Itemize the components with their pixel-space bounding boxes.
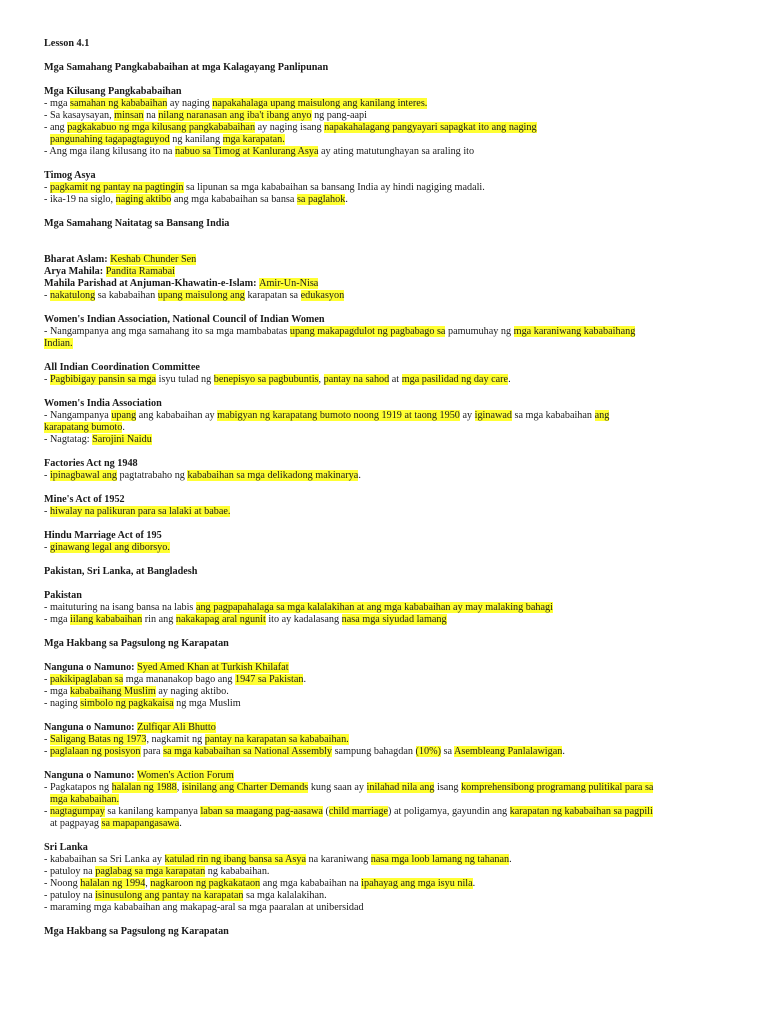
plain-text: . [122, 422, 125, 433]
text-block [44, 218, 738, 230]
highlighted-text: inilahad nila ang [366, 782, 435, 793]
section-heading [44, 398, 738, 410]
highlighted-text: nagkaroon ng pagkakataon [150, 878, 261, 889]
text-line [44, 254, 738, 266]
highlighted-text: ipinagbawal ang [49, 470, 117, 481]
plain-text: - ang [44, 122, 68, 133]
text-line [44, 470, 738, 482]
plain-text: . [472, 878, 476, 889]
plain-text: All Indian Coordination Committee [44, 362, 200, 373]
text-line [44, 734, 738, 746]
highlighted-text: nakakapag aral ngunit [175, 614, 266, 625]
highlighted-text: Amir-Un-Nisa [259, 278, 319, 289]
highlighted-text: halalan ng 1988 [111, 782, 177, 793]
highlighted-text: benepisyo sa pagbubuntis [213, 374, 319, 385]
plain-text: - maraming mga kababaihan ang makapag-aral sa mga paaralan at unibersidad [44, 902, 364, 913]
plain-text: ang mga kababaihan na [260, 878, 362, 889]
text-line [44, 122, 738, 134]
highlighted-text: napakahalagang pangyayari sapagkat ito ang naging [324, 122, 537, 133]
plain-text: - [44, 806, 50, 817]
bold-label: Mahila Parishad at Anjuman-Khawatin-e-Islam: [44, 278, 260, 289]
text-line [44, 266, 738, 278]
plain-text: . [509, 854, 512, 865]
plain-text: Women's Indian Association, National Council of Indian Women [44, 314, 325, 325]
text-block [44, 566, 738, 578]
text-line [44, 794, 738, 806]
section-heading [44, 170, 738, 182]
plain-text: ng kababaihan. [205, 866, 270, 877]
text-line [44, 290, 738, 302]
highlighted-text: karapatan ng kababaihan sa pagpili [509, 806, 653, 817]
highlighted-text: 1947 sa Pakistan [234, 674, 304, 685]
text-block [44, 590, 738, 626]
text-block [44, 842, 738, 914]
text-line [44, 722, 738, 734]
plain-text: sa kababaihan [95, 290, 158, 301]
plain-text: Mga Samahang Pangkababaihan at mga Kalagayang Panlipunan [44, 62, 329, 73]
text-block [44, 926, 738, 938]
plain-text: ( [322, 806, 329, 817]
text-line [44, 674, 738, 686]
highlighted-text: sa mga kababaihan sa National Assembly [163, 746, 333, 757]
plain-text: - Sa kasaysayan, [44, 110, 115, 121]
highlighted-text: isinilang ang Charter Demands [181, 782, 309, 793]
highlighted-text: Syed Amed Khan at Turkish Khilafat [137, 662, 289, 673]
text-line [44, 770, 738, 782]
highlighted-text: napakahalaga upang maisulong ang kanilang interes. [212, 98, 428, 109]
plain-text: , [318, 374, 324, 385]
highlighted-text: iilang kababaihan [70, 614, 143, 625]
bold-label: Bharat Aslam: [44, 254, 111, 265]
plain-text: Pakistan [44, 590, 82, 601]
highlighted-text: mga karaniwang kababaihang [513, 326, 636, 337]
plain-text: - naging [44, 698, 81, 709]
plain-text: isyu tulad ng [156, 374, 214, 385]
text-line [44, 278, 738, 290]
section-heading [44, 566, 738, 578]
text-line [44, 602, 738, 614]
plain-text: , nagkamit ng [146, 734, 205, 745]
section-heading [44, 218, 738, 230]
plain-text: pagtatrabaho ng [117, 470, 188, 481]
plain-text: - [44, 542, 50, 553]
highlighted-text: komprehensibong programang pulitikal para sa [461, 782, 654, 793]
plain-text: ay ating matutunghayan sa araling ito [318, 146, 475, 157]
highlighted-text: upang [111, 410, 137, 421]
highlighted-text: hiwalay na palikuran para sa lalaki at babae. [49, 506, 231, 517]
plain-text: - maituturing na isang bansa na labis [44, 602, 196, 613]
highlighted-text: pagkamit ng pantay na pagtingin [49, 182, 184, 193]
text-block [44, 638, 738, 650]
plain-text: Mga Kilusang Pangkababaihan [44, 86, 182, 97]
highlighted-text: ginawang legal ang diborsyo. [49, 542, 170, 553]
plain-text: para [140, 746, 164, 757]
highlighted-text: paglalaan ng posisyon [49, 746, 141, 757]
plain-text: - [44, 506, 50, 517]
text-block [44, 398, 738, 446]
highlighted-text: nagtagumpay [49, 806, 105, 817]
plain-text: Lesson 4.1 [44, 38, 90, 49]
plain-text: at pagpayag [50, 818, 102, 829]
text-line [44, 878, 738, 890]
highlighted-text: Pagbibigay pansin sa mga [49, 374, 157, 385]
text-line [44, 902, 738, 914]
plain-text: Hindu Marriage Act of 195 [44, 530, 162, 541]
plain-text: - Ang mga ilang kilusang ito na [44, 146, 176, 157]
text-line [44, 98, 738, 110]
plain-text: - [44, 182, 50, 193]
text-line [44, 698, 738, 710]
plain-text: - ika-19 na siglo, [44, 194, 116, 205]
highlighted-text: Asembleang Panlalawigan [454, 746, 563, 757]
text-line [44, 686, 738, 698]
plain-text: , [176, 782, 182, 793]
plain-text: - Nagtatag: [44, 434, 93, 445]
text-line [44, 194, 738, 206]
text-line [44, 890, 738, 902]
highlighted-text: pakikipaglaban sa [49, 674, 124, 685]
text-line [44, 854, 738, 866]
plain-text: - [44, 470, 50, 481]
highlighted-text: mabigyan ng karapatang bumoto noong 1919 at taong 1950 [217, 410, 460, 421]
section-heading [44, 590, 738, 602]
highlighted-text: mga karapatan. [222, 134, 285, 145]
plain-text: - patuloy na [44, 866, 96, 877]
plain-text: - [44, 674, 50, 685]
highlighted-text: iginawad [474, 410, 512, 421]
text-block [44, 530, 738, 554]
plain-text: Women's India Association [44, 398, 162, 409]
highlighted-text: mga kababaihan. [50, 794, 120, 805]
text-line [44, 410, 738, 422]
plain-text: sa lipunan sa mga kababaihan sa bansang India ay hindi nagiging madali. [183, 182, 485, 193]
plain-text: ay naging aktibo. [155, 686, 229, 697]
plain-text: ng mga Muslim [173, 698, 241, 709]
plain-text: sa mga kalalakihan. [243, 890, 327, 901]
plain-text: Mga Hakbang sa Pagsulong ng Karapatan [44, 638, 229, 649]
plain-text: , [145, 878, 151, 889]
highlighted-text: sa mapapangasawa [101, 818, 180, 829]
plain-text: Mga Hakbang sa Pagsulong ng Karapatan [44, 926, 229, 937]
highlighted-text: pangunahing tagapagtaguyod [50, 134, 170, 145]
text-line [44, 146, 738, 158]
highlighted-text: upang maisulong ang [157, 290, 245, 301]
bold-label: Nanguna o Namuno: [44, 770, 138, 781]
highlighted-text: ang pagpapahalaga sa mga kalalakihan at ang mga kababaihan ay may malaking bahagi [195, 602, 553, 613]
text-line [44, 614, 738, 626]
plain-text: - mga [44, 98, 71, 109]
section-heading [44, 638, 738, 650]
text-line [44, 326, 738, 338]
text-block [44, 38, 738, 50]
bold-label: Nanguna o Namuno: [44, 722, 138, 733]
section-heading [44, 62, 738, 74]
text-line [44, 110, 738, 122]
highlighted-text: karapatang bumoto [44, 422, 123, 433]
highlighted-text: samahan ng kababaihan [70, 98, 168, 109]
section-heading [44, 362, 738, 374]
text-block [44, 722, 738, 758]
text-block [44, 62, 738, 74]
plain-text: isang [434, 782, 462, 793]
plain-text: - patuloy na [44, 890, 96, 901]
plain-text: - mga [44, 614, 71, 625]
plain-text: Pakistan, Sri Lanka, at Bangladesh [44, 566, 198, 577]
highlighted-text: sa paglahok [296, 194, 346, 205]
text-block [44, 362, 738, 386]
highlighted-text: nilang naranasan ang iba't ibang anyo [158, 110, 312, 121]
highlighted-text: nasa mga loob lamang ng tahanan [370, 854, 510, 865]
highlighted-text: simbolo ng pagkakaisa [80, 698, 174, 709]
highlighted-text: upang makapagdulot ng pagbabago sa [289, 326, 446, 337]
section-heading [44, 38, 738, 50]
text-block [44, 254, 738, 302]
plain-text: mga mananakop bago ang [123, 674, 235, 685]
plain-text: . [303, 674, 307, 685]
text-line [44, 866, 738, 878]
highlighted-text: laban sa maagang pag-aasawa [200, 806, 323, 817]
highlighted-text: nakatulong [49, 290, 96, 301]
plain-text: na karaniwang [305, 854, 371, 865]
highlighted-text: (10%) [415, 746, 441, 757]
plain-text: at [389, 374, 402, 385]
text-line [44, 542, 738, 554]
text-line [44, 182, 738, 194]
highlighted-text: mga pasilidad ng day care [401, 374, 509, 385]
highlighted-text: isinusulong ang pantay na karapatan [95, 890, 244, 901]
bold-label: Nanguna o Namuno: [44, 662, 138, 673]
plain-text: . [562, 746, 565, 757]
plain-text: sampung bahagdan [332, 746, 416, 757]
highlighted-text: Keshab Chunder Sen [110, 254, 197, 265]
highlighted-text: kababaihan sa mga delikadong makinarya [187, 470, 359, 481]
plain-text: - [44, 290, 50, 301]
plain-text: - Noong [44, 878, 81, 889]
text-line [44, 746, 738, 758]
plain-text: ay naging isang [255, 122, 325, 133]
text-line [44, 422, 738, 434]
plain-text: . [508, 374, 511, 385]
text-line [44, 134, 738, 146]
section-heading [44, 314, 738, 326]
highlighted-text: halalan ng 1994 [80, 878, 146, 889]
section-heading [44, 530, 738, 542]
plain-text: pamumuhay ng [445, 326, 514, 337]
highlighted-text: Zulfiqar Ali Bhutto [137, 722, 216, 733]
plain-text: - mga [44, 686, 71, 697]
highlighted-text: kababaihang Muslim [70, 686, 156, 697]
plain-text: rin ang [142, 614, 176, 625]
text-line [44, 374, 738, 386]
plain-text: ay [459, 410, 475, 421]
text-block [44, 458, 738, 482]
highlighted-text: minsan [114, 110, 144, 121]
bold-label: Arya Mahila: [44, 266, 106, 277]
plain-text: na [143, 110, 159, 121]
plain-text: ) at poligamya, gayundin ang [388, 806, 510, 817]
highlighted-text: edukasyon [300, 290, 345, 301]
plain-text: . [179, 818, 182, 829]
highlighted-text: pantay na sahod [323, 374, 390, 385]
text-block [44, 662, 738, 710]
text-block [44, 170, 738, 206]
highlighted-text: Sarojini Naidu [92, 434, 152, 445]
plain-text: Timog Asya [44, 170, 96, 181]
plain-text: - Pagkatapos ng [44, 782, 112, 793]
section-heading [44, 86, 738, 98]
highlighted-text: naging aktibo [115, 194, 172, 205]
section-heading [44, 494, 738, 506]
highlighted-text: Indian. [44, 338, 73, 349]
text-block [44, 242, 738, 254]
plain-text: karapatan sa [244, 290, 301, 301]
text-line [44, 806, 738, 818]
highlighted-text: paglabag sa mga karapatan [95, 866, 206, 877]
plain-text: - [44, 746, 50, 757]
plain-text: ang kababaihan ay [136, 410, 218, 421]
plain-text: Mine's Act of 1952 [44, 494, 125, 505]
plain-text: - Nangampanya ang mga samahang ito sa mga mambabatas [44, 326, 290, 337]
text-line [44, 506, 738, 518]
text-block [44, 86, 738, 158]
highlighted-text: nabuo sa Timog at Kanlurang Asya [175, 146, 319, 157]
plain-text: ito ay kadalasang [265, 614, 342, 625]
plain-text: Mga Samahang Naitatag sa Bansang India [44, 218, 230, 229]
plain-text: kung saan ay [308, 782, 367, 793]
plain-text: ang mga kababaihan sa bansa [171, 194, 297, 205]
highlighted-text: Pandita Ramabai [105, 266, 176, 277]
highlighted-text: ang [594, 410, 610, 421]
plain-text: ng pang-aapi [311, 110, 367, 121]
text-block [44, 314, 738, 350]
section-heading [44, 458, 738, 470]
highlighted-text: ipahayag ang mga isyu nila [361, 878, 473, 889]
text-line [44, 818, 738, 830]
text-block [44, 494, 738, 518]
plain-text: . [345, 194, 348, 205]
plain-text: - kababaihan sa Sri Lanka ay [44, 854, 165, 865]
text-line [44, 338, 738, 350]
text-block [44, 770, 738, 830]
plain-text: ay naging [167, 98, 213, 109]
text-line [44, 662, 738, 674]
plain-text: - [44, 374, 50, 385]
plain-text: sa [440, 746, 454, 757]
highlighted-text: nasa mga siyudad lamang [341, 614, 447, 625]
text-line [44, 434, 738, 446]
highlighted-text: pagkakabuo ng mga kilusang pangkababaihan [67, 122, 256, 133]
section-heading [44, 842, 738, 854]
plain-text: - Nangampanya [44, 410, 112, 421]
text-line [44, 782, 738, 794]
highlighted-text: pantay na karapatan sa kababaihan. [204, 734, 349, 745]
plain-text: - [44, 734, 50, 745]
plain-text: ng kanilang [169, 134, 223, 145]
highlighted-text: child marriage [328, 806, 389, 817]
plain-text: sa kanilang kampanya [104, 806, 201, 817]
plain-text: Sri Lanka [44, 842, 88, 853]
highlighted-text: Saligang Batas ng 1973 [49, 734, 147, 745]
text-line [44, 242, 738, 254]
highlighted-text: Women's Action Forum [137, 770, 234, 781]
plain-text: sa mga kababaihan [511, 410, 595, 421]
section-heading [44, 926, 738, 938]
plain-text: . [358, 470, 361, 481]
plain-text: Factories Act ng 1948 [44, 458, 138, 469]
highlighted-text: katulad rin ng ibang bansa sa Asya [164, 854, 306, 865]
